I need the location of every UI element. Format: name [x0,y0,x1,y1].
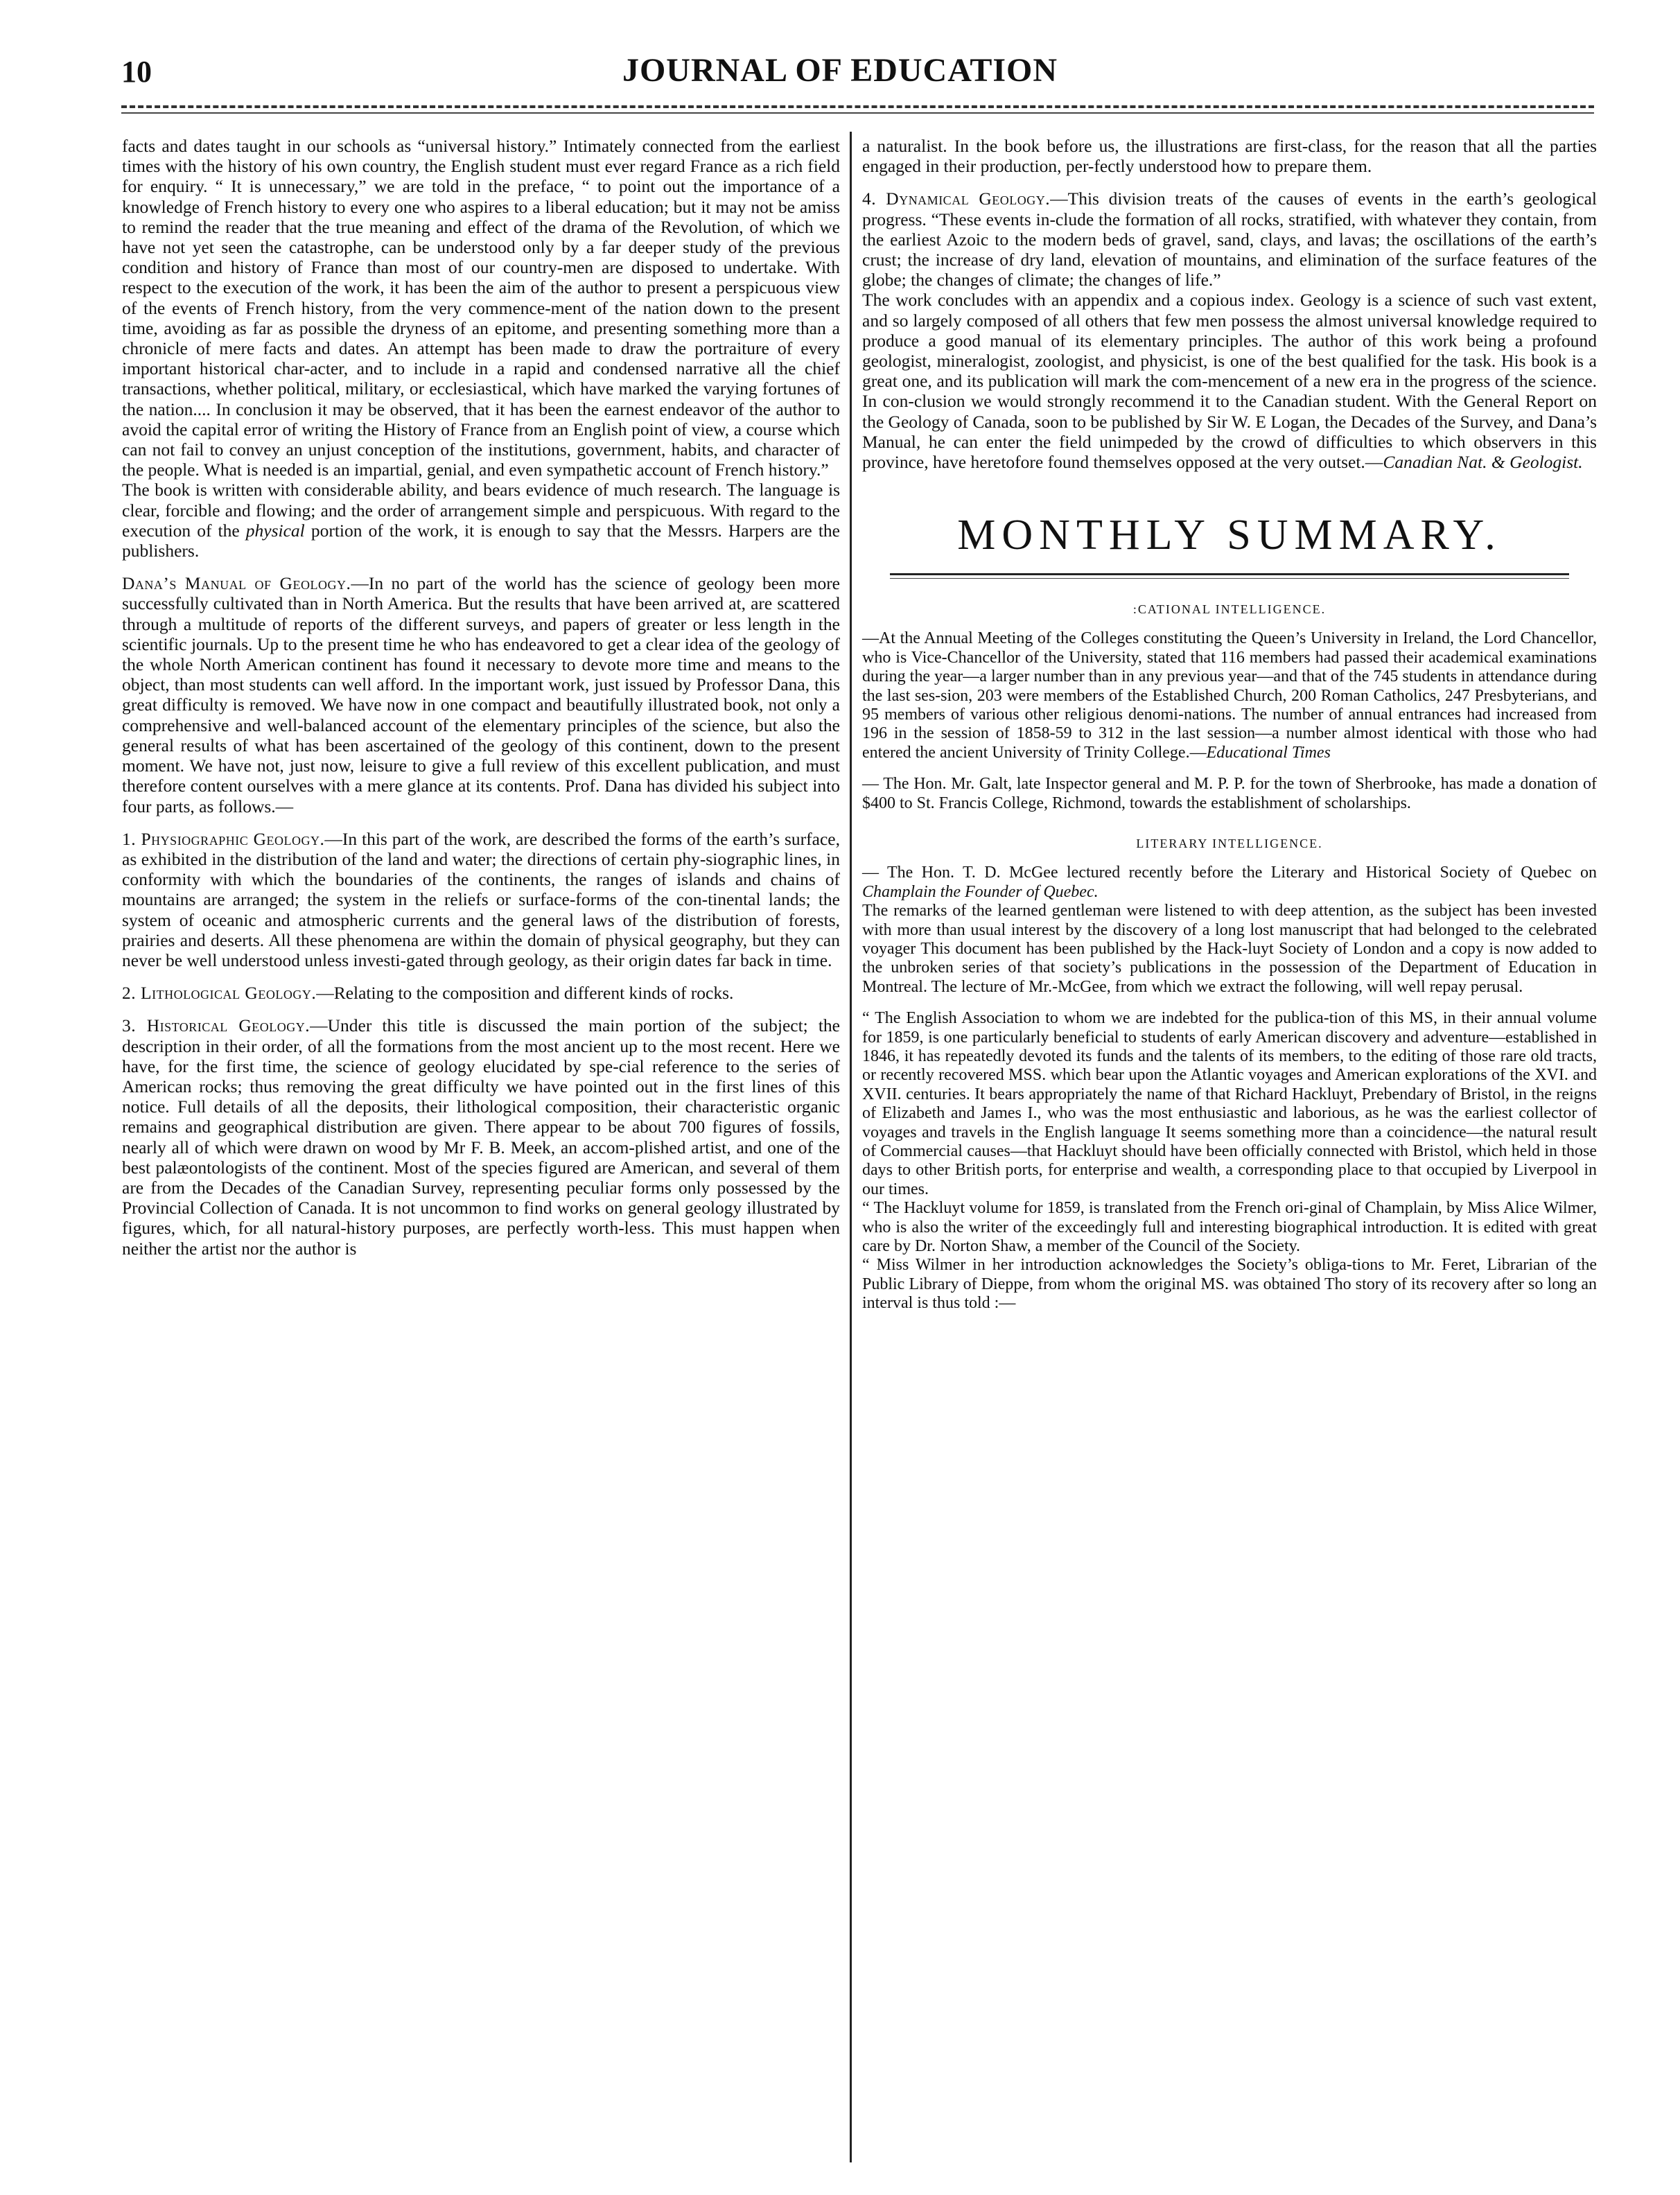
quote-hackluyt-volume: “ The Hackluyt volume for 1859, is translated from the French ori-ginal of Champlain, by Miss Alice Wilmer, who is also the writer of the exceedingly full and interesting biographical introduction. It is edited with great care by Dr. Norton Shaw, a member of the Council of the Society. [862,1199,1597,1256]
physical-emphasis: physical [245,520,305,541]
header-rule [121,105,1594,108]
conclusion-source: Canadian Nat. & Geologist. [1383,452,1583,473]
lithological-heading: 2. Lithological Geology. [122,983,317,1004]
literary-intelligence-heading: LITERARY INTELLIGENCE. [1136,837,1323,851]
paragraph-conclusion [862,290,1597,472]
historical-body: —Under this title is discussed the main portion of the subject; the description in their order, of all the formations from the most ancient up to the most recent. Here we have, for the first time, the science of geology elucidated by spe-cial reference to the series of American rocks; thus removing the great difficulty we have pointed out in the first lines of this notice. Full details of all the deposits, their lithological composition, their characteristic organic remains and geographical distribution are given. There appear to be about 700 figures of fossils, nearly all of which were drawn on wood by Mr F. B. Meek, an accom-plished artist, and one of the best palæontologists of the continent. Most of the species figured are American, and several of them are from the Decades of the Canadian Survey, representing peculiar forms only possessed by the Provincial Collection of Canada. It is not uncommon to find works on general geology illustrated by figures, which, for all natural-history purposes, are perfectly worth-less. This must happen when neither the artist nor the author is [122,1015,840,1259]
quote-english-association: “ The English Association to whom we are indebted for the publica-tion of this MS, in their annual volume for 1859, is one particularly beneficial to students of early American discovery and adventure—established in 1846, it has repeatedly devoted its funds and the talents of its members, to the editing of those rare old tracts, or recently recovered MSS. which bear upon the Atlantic voyages and American explorations of the XVI. and XVII. centuries. It bears appropriately the name of that Richard Hackluyt, Prebendary of Bristol, in the reigns of Elizabeth and James I., who was the most enthusiastic and laborious, as he was the earliest collector of voyages and travels in the English language It seems something more than a coincidence—the natural result of Commercial causes—that Hackluyt should have been officially connected with Bristol, which held in those days to other British ports, for enterprise and wealth, a corresponding place to that occupied by Liverpool in our times. [862,1009,1597,1198]
mcgee-lecture-text: — The Hon. T. D. McGee lectured recently before the Literary and Historical Society of Quebec on [862,864,1597,882]
page-number: 10 [121,55,152,89]
danas-manual-heading: Dana’s Manual of Geology. [122,573,351,594]
paragraph-lithological-geology [122,983,840,1003]
dynamical-body: —This division treats of the causes of events in the earth’s geological progress. “These events in-clude the formation of all rocks, stratified, with whatever they contain, from the earliest Azoic to the modern beds of gravel, sand, clays, and lavas; the oscillations of the earth’s crust; the increase of dry land, elevation of mountains, and elimination of the surface features of the globe; the changes of climate; the changes of life.” [862,189,1597,290]
queens-university-text: —At the Annual Meeting of the Colleges constituting the Queen’s University in Ireland, the Lord Chancellor, who is Vice-Chancellor of the University, stated that 116 members had passed their academical examinations during the year—a larger number than in any previous year—and that of the 745 students in attendance during the last ses-sion, 203 were members of the Established Church, 200 Roman Catholics, 247 Presbyterians, and 95 members of various other religious denomi-nations. The number of annual entrances had increased from 196 in the session of 1858-59 to 312 in the last session—a number almost identical with those who had entered the ancient University of Trinity College.— [862,629,1597,762]
journal-title: JOURNAL OF EDUCATION [622,52,1058,89]
historical-heading: 3. Historical Geology. [122,1015,310,1036]
paragraph-french-history-review: facts and dates taught in our schools as “universal history.” Intimately connected from the earliest times with the history of his own country, the English student must ever regard France as a rich field for enquiry. “ It is unnecessary,” we are told in the preface, “ to point out the importance of a knowledge of French history to every one who aspires to a liberal education; but it may not be amiss to remind the reader that the true meaning and effect of the drama of the Revolution, of which we have not yet seen the catastrophe, can be understood only by a far deeper study of the previous condition and history of France than most of our country-men are disposed to undertake. With respect to the execution of the work, it has been the aim of the author to present a perspicuous view of the events of French history, from the very commence-ment of the nation down to the present time, avoiding as far as possible the dryness of an epitome, and presenting something more than a chronicle of mere facts and dates. An attempt has been made to draw the portraiture of every important historical char-acter, and to include in a rapid and condensed narrative all the chief transactions, whether political, military, or ecclesiastical, which have marked the varying fortunes of the nation.... In conclusion it may be observed, that it has been the earnest endeavor of the author to avoid the capital error of writing the History of France from an English point of view, a course which can not fail to convey an unjust conception of the institutions, government, habits, and character of the people. What is needed is an impartial, genial, and even sympathetic account of French history.” [122,136,840,480]
mcgee-lecture-title: Champlain the Founder of Quebec. [862,882,1099,901]
paragraph-dynamical-geology [862,189,1597,290]
column-divider [850,132,852,2162]
book-assessment-text-b: portion of the work, it is enough to say that the Messrs. Harpers are the publishers. [122,520,840,561]
summary-rule [890,573,1569,579]
paragraph-naturalist: a naturalist. In the book before us, the illustrations are first-class, for the reason that all the parties engaged in their production, per-fectly understood how to prepare them. [862,136,1597,177]
educational-intelligence-heading: :CATIONAL INTELLIGENCE. [1132,602,1327,617]
queens-university-source: Educational Times [1206,743,1331,762]
danas-manual-body: —In no part of the world has the science of geology been more successfully cultivated than in North America. But the results that have been arrived at, are scattered through a multitude of reports of the different surveys, and papers of greater or less length in the scientific journals. Up to the present time he who has endeavored to get a clear idea of the geology of the whole North American continent has found it necessary to devote more time and means to the object, than most students can well afford. In the important work, just issued by Professor Dana, this great difficulty is removed. We have now in one compact and beautifully illustrated book, not only a comprehensive and well-balanced account of the elementary principles of the science, but also the general results of what has been ascertained of the geology of this continent, down to the present moment. We have not, just now, leisure to give a full review of this excellent publication, and must therefore content ourselves with a mere glance at its contents. Prof. Dana has divided his subject into four parts, as follows.— [122,573,841,816]
conclusion-text: The work concludes with an appendix and a copious index. Geology is a science of such vast extent, and so largely composed of all others that few men possess the almost universal knowledge required to produce a good manual of its elementary principles. The author of this work being a profound geologist, mineralogist, zoologist, and physicist, is one of the best qualified for the task. His book is a great one, and its publication will mark the com-mencement of a new era in the progress of the science. In con-clusion we would strongly recommend it to the Canadian student. With the General Report on the Geology of Canada, soon to be published by Sir W. E Logan, the Decades of the Survey, and Dana’s Manual, he can enter the field unimpeded by the crowd of difficulties to which observers in this province, have heretofore found themselves opposed at the very outset.— [862,290,1597,473]
physiographic-body: —In this part of the work, are described the forms of the earth’s surface, as exhibited in the distribution of the land and water; the directions of certain phy-siographic lines, in conformity with which the boundaries of the continents, the ranges of islands and chains of mountains are arranged; the system in the reliefs or surface-forms of the con-tinental lands; the system of oceanic and atmospheric currents and the general laws of the distribution of forests, prairies and deserts. All these phenomena are within the domain of physical geography, but they can never be well understood unless investi-gated through geology, as their origin dates far back in time. [122,828,840,970]
dynamical-heading: 4. Dynamical Geology. [862,189,1051,209]
paragraph-book-assessment [122,480,840,561]
paragraph-danas-manual [122,573,840,816]
monthly-summary-title: MONTHLY SUMMARY. [957,511,1502,559]
news-galt-donation: — The Hon. Mr. Galt, late Inspector general and M. P. P. for the town of Sherbrooke, has made a donation of $400 to St. Francis College, Richmond, towards the establishment of scholarships. [862,775,1597,812]
quote-miss-wilmer: “ Miss Wilmer in her introduction acknowledges the Society’s obliga-tions to Mr. Feret, Librarian of the Public Library of Dieppe, from whom the original MS. was obtained Tho story of its recovery after so long an interval is thus told :— [862,1256,1597,1313]
paragraph-physiographic-geology [122,829,840,970]
right-column [862,136,1597,1313]
header-rule-thin [121,112,1594,114]
paragraph-historical-geology [122,1015,840,1258]
book-assessment-text-a: The book is written with considerable ability, and bears evidence of much research. The language is clear, forcible and flowing; and the order of arrangement simple and perspicuous. With regard to the execution of the [122,480,840,541]
news-queens-university [862,629,1597,762]
physiographic-heading: 1. Physiographic Geology. [122,828,325,849]
news-mcgee-lecture [862,864,1597,902]
paragraph-lecture-remarks: The remarks of the learned gentleman were listened to with deep attention, as the subject has been invested with more than usual interest by the discovery of a long lost manuscript that had belonged to the celebrated voyager This document has been published by the Hack-luyt Society of London and a copy is now added to the unbroken series of that society’s publications in the possession of the Department of Education in Montreal. The lecture of Mr.-McGee, from which we extract the following, will well repay perusal. [862,902,1597,996]
left-column [122,136,840,1259]
lithological-body: —Relating to the composition and different kinds of rocks. [316,983,734,1004]
